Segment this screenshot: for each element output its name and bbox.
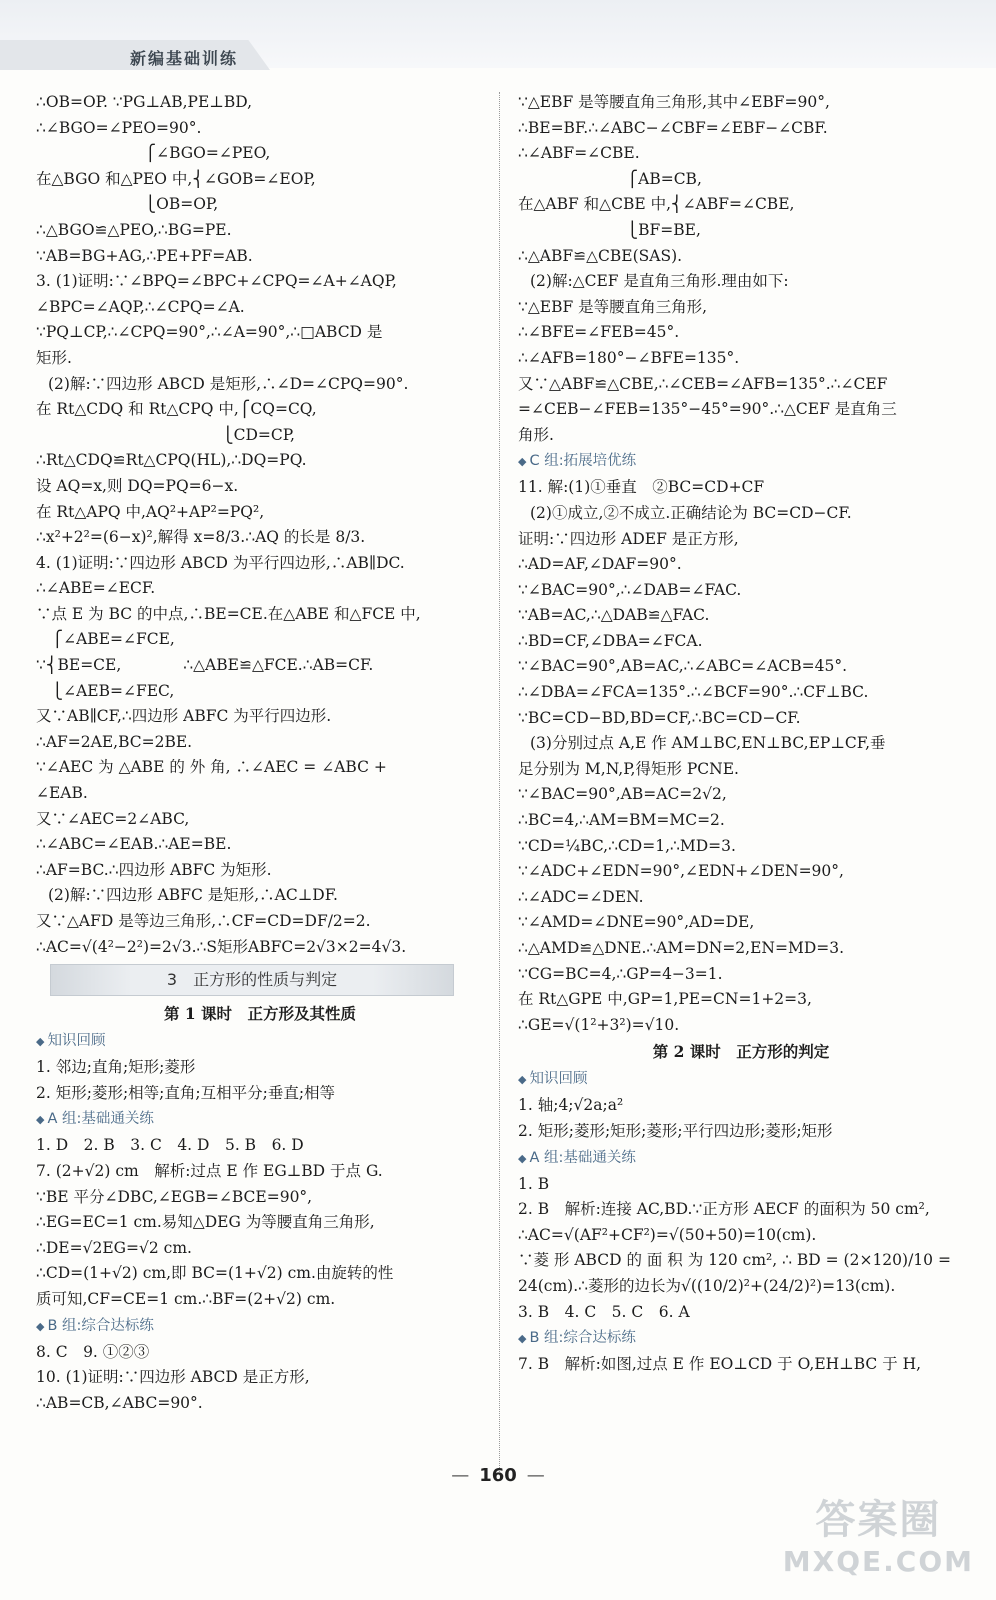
answer-line: 又∵∠AEC=2∠ABC, bbox=[36, 809, 190, 828]
answer-line: ∵BE 平分∠DBC,∠EGB=∠BCE=90°, bbox=[36, 1187, 313, 1206]
answer-line: ∴AC=√(AF²+CF²)=√(50+50)=10(cm). bbox=[518, 1225, 817, 1244]
answer-line: 2. B 解析:连接 AC,BD.∵正方形 AECF 的面积为 50 cm², bbox=[518, 1200, 930, 1219]
answer-line: ∴Rt△CDQ≌Rt△CPQ(HL),∴DQ=PQ. bbox=[36, 451, 307, 470]
book-series-title: 新编基础训练 bbox=[130, 49, 239, 68]
dash-left: — bbox=[451, 1465, 470, 1486]
left-answers-block-3 bbox=[36, 1133, 484, 1312]
answer-line: ∵∠ADC+∠EDN=90°,∠EDN+∠DEN=90°, bbox=[518, 862, 844, 881]
answer-line: 在△ABF 和△CBE 中,⎨∠ABF=∠CBE, bbox=[518, 195, 795, 214]
group-label-review: ◆ 知识回顾 bbox=[518, 1071, 588, 1088]
answer-line: ∵⎨BE=CE, ∴△ABE≌△FCE.∴AB=CF. bbox=[36, 656, 374, 675]
answer-line: ∴EG=EC=1 cm.易知△DEG 为等腰直角三角形, bbox=[36, 1213, 375, 1232]
answer-line: ∴GE=√(1²+3²)=√10. bbox=[518, 1015, 680, 1034]
lesson-title: 第 1 课时 正方形及其性质 bbox=[163, 1004, 357, 1024]
right-answers-block-1 bbox=[518, 90, 964, 448]
answer-line: ∴AF=2AE,BC=2BE. bbox=[36, 732, 193, 751]
answer-line: 3. (1)证明:∵∠BPQ=∠BPC+∠CPQ=∠A+∠AQP, bbox=[36, 272, 397, 291]
answer-line: 在 Rt△APQ 中,AQ²+AP²=PQ², bbox=[36, 502, 265, 521]
answer-line: 在 Rt△GPE 中,GP=1,PE=CN=1+2=3, bbox=[518, 990, 812, 1009]
answer-line: ∵菱 形 ABCD 的 面 积 为 120 cm², ∴ BD = (2×120)/10 = bbox=[518, 1251, 951, 1270]
answer-line: ∴BE=BF.∴∠ABC−∠CBF=∠EBF−∠CBF. bbox=[518, 118, 828, 137]
answer-line: ∴△ABF≌△CBE(SAS). bbox=[518, 246, 683, 265]
answer-line: (2)解:∵四边形 ABCD 是矩形,∴∠D=∠CPQ=90°. bbox=[48, 374, 409, 393]
answer-line: ∵AB=BG+AG,∴PE+PF=AB. bbox=[36, 246, 253, 265]
answer-line: ∵∠BAC=90°,AB=AC,∴∠ABC=∠ACB=45°. bbox=[518, 657, 848, 676]
answer-line: (3)分别过点 A,E 作 AM⊥BC,EN⊥BC,EP⊥CF,垂 bbox=[530, 734, 886, 753]
answer-line: 1. 轴;4;√2a;a² bbox=[518, 1096, 624, 1115]
answer-line: ∵CG=BC=4,∴GP=4−3=1. bbox=[518, 964, 723, 983]
answer-line: 24(cm).∴菱形的边长为√((10/2)²+(24/2)²)=13(cm). bbox=[518, 1276, 896, 1295]
right-answers-block-2 bbox=[518, 475, 964, 1038]
watermark-logo bbox=[783, 1488, 974, 1578]
answer-line: 2. 矩形;菱形;相等;直角;互相平分;垂直;相等 bbox=[36, 1083, 336, 1102]
diamond-icon: ◆ bbox=[518, 1073, 527, 1087]
answer-line: ∵∠AEC 为 △ABE 的 外 角, ∴∠AEC = ∠ABC + bbox=[36, 758, 387, 777]
answer-line: ∴∠BGO=∠PEO=90°. bbox=[36, 118, 202, 137]
group-label-b: ◆ B 组:综合达标练 bbox=[518, 1330, 636, 1347]
page-number-value: 160 bbox=[479, 1465, 517, 1486]
diamond-icon: ◆ bbox=[36, 1319, 45, 1333]
answer-line: ⎧∠BGO=∠PEO, bbox=[36, 144, 271, 163]
answer-line: ∴BC=4,∴AM=BM=MC=2. bbox=[518, 811, 725, 830]
answer-line: ∵∠AMD=∠DNE=90°,AD=DE, bbox=[518, 913, 755, 932]
answer-line: 又∵△ABF≌△CBE,∴∠CEB=∠AFB=135°.∴∠CEF bbox=[518, 374, 888, 393]
answer-line: ∵PQ⊥CP,∴∠CPQ=90°,∴∠A=90°,∴□ABCD 是 bbox=[36, 323, 383, 342]
answer-line: ∴BD=CF,∠DBA=∠FCA. bbox=[518, 631, 703, 650]
answer-line: 7. B 解析:如图,过点 E 作 EO⊥CD 于 O,EH⊥BC 于 H, bbox=[518, 1355, 922, 1374]
answer-line: ⎧AB=CB, bbox=[518, 169, 702, 188]
answer-line: ∵△EBF 是等腰直角三角形,其中∠EBF=90°, bbox=[518, 93, 830, 111]
answer-line: ∠EAB. bbox=[36, 784, 88, 803]
answer-line: 1. D 2. B 3. C 4. D 5. B 6. D bbox=[36, 1136, 304, 1155]
answer-line: ∴AF=BC.∴四边形 ABFC 为矩形. bbox=[36, 860, 272, 879]
answer-line: ⎩∠AEB=∠FEC, bbox=[36, 681, 175, 700]
answer-line: (2)①成立,②不成立.正确结论为 BC=CD−CF. bbox=[530, 503, 852, 522]
answer-line: ∴AD=AF,∠DAF=90°. bbox=[518, 555, 682, 574]
group-label-review: ◆ 知识回顾 bbox=[36, 1033, 106, 1050]
answer-line: ∴AC=√(4²−2²)=2√3.∴S矩形ABFC=2√3×2=4√3. bbox=[36, 937, 407, 956]
answer-line: ∵∠BAC=90°,∴∠DAB=∠FAC. bbox=[518, 580, 742, 599]
diamond-icon: ◆ bbox=[518, 1151, 527, 1165]
group-label-b: ◆ B 组:综合达标练 bbox=[36, 1317, 154, 1334]
answer-line: ⎩OB=OP, bbox=[36, 195, 219, 214]
answer-line: ∴∠AFB=180°−∠BFE=135°. bbox=[518, 348, 740, 367]
left-column bbox=[36, 90, 484, 1416]
section-banner: 3 正方形的性质与判定 bbox=[50, 964, 454, 996]
answer-line: ∴∠ABC=∠EAB.∴AE=BE. bbox=[36, 835, 232, 854]
answer-line: 矩形. bbox=[36, 348, 72, 367]
answer-line: 2. 矩形;菱形;矩形;菱形;平行四边形;菱形;矩形 bbox=[518, 1121, 833, 1140]
answer-line: ∵点 E 为 BC 的中点,∴BE=CE.在△ABE 和△FCE 中, bbox=[36, 604, 421, 623]
answer-line: ⎩CD=CP, bbox=[36, 425, 295, 444]
right-answers-block-4 bbox=[518, 1172, 964, 1326]
diamond-icon: ◆ bbox=[36, 1035, 45, 1049]
answer-line: ∵CD=¼BC,∴CD=1,∴MD=3. bbox=[518, 836, 736, 855]
answer-line: ∴AB=CB,∠ABC=90°. bbox=[36, 1393, 203, 1412]
answer-line: 设 AQ=x,则 DQ=PQ=6−x. bbox=[36, 476, 239, 495]
answer-line: ∴OB=OP. ∵PG⊥AB,PE⊥BD, bbox=[36, 93, 253, 111]
column-divider bbox=[499, 92, 500, 1472]
answer-line: ∴△AMD≌△DNE.∴AM=DN=2,EN=MD=3. bbox=[518, 939, 845, 957]
group-label-a: ◆ A 组:基础通关练 bbox=[518, 1149, 636, 1166]
answer-line: ∠BPC=∠AQP,∴∠CPQ=∠A. bbox=[36, 297, 245, 316]
answer-line: 8. C 9. ①②③ bbox=[36, 1342, 150, 1361]
answer-line: 角形. bbox=[518, 425, 554, 444]
answer-line: 11. 解:(1)①垂直 ②BC=CD+CF bbox=[518, 478, 765, 497]
answer-line: =∠CEB−∠FEB=135°−45°=90°.∴△CEF 是直角三 bbox=[518, 400, 897, 419]
answer-line: ∵AB=AC,∴△DAB≌△FAC. bbox=[518, 606, 710, 625]
group-label-a: ◆ A 组:基础通关练 bbox=[36, 1111, 154, 1128]
answer-line: ∵∠BAC=90°,AB=AC=2√2, bbox=[518, 785, 727, 804]
answer-line: ∴CD=(1+√2) cm,即 BC=(1+√2) cm.由旋转的性 bbox=[36, 1264, 394, 1283]
diamond-icon: ◆ bbox=[518, 455, 527, 469]
answer-line: 1. 邻边;直角;矩形;菱形 bbox=[36, 1058, 196, 1077]
answer-line: 3. B 4. C 5. C 6. A bbox=[518, 1302, 690, 1321]
answer-line: (2)解:∵四边形 ABFC 是矩形,∴AC⊥DF. bbox=[48, 886, 338, 905]
answer-line: 质可知,CF=CE=1 cm.∴BF=(2+√2) cm. bbox=[36, 1289, 336, 1308]
answer-line: ∴DE=√2EG=√2 cm. bbox=[36, 1238, 192, 1257]
answer-line: ∵BC=CD−BD,BD=CF,∴BC=CD−CF. bbox=[518, 708, 801, 727]
answer-line: ∴∠ABE=∠ECF. bbox=[36, 579, 156, 598]
answer-line: ∵△EBF 是等腰直角三角形, bbox=[518, 297, 708, 316]
answer-line: 证明:∵四边形 ADEF 是正方形, bbox=[518, 529, 739, 548]
diamond-icon: ◆ bbox=[36, 1113, 45, 1127]
answer-line: 又∵AB∥CF,∴四边形 ABFC 为平行四边形. bbox=[36, 707, 332, 726]
answer-line: ∴x²+2²=(6−x)²,解得 x=8/3.∴AQ 的长是 8/3. bbox=[36, 528, 366, 547]
right-column bbox=[518, 90, 964, 1378]
left-answers-block-4 bbox=[36, 1340, 484, 1417]
left-answers-block-1 bbox=[36, 90, 484, 960]
answer-line: 1. B bbox=[518, 1174, 550, 1193]
lesson-title: 第 2 课时 正方形的判定 bbox=[652, 1042, 830, 1062]
answer-line: ⎧∠ABE=∠FCE, bbox=[36, 630, 175, 649]
answer-line: (2)解:△CEF 是直角三角形.理由如下: bbox=[530, 272, 789, 291]
answer-line: 7. (2+√2) cm 解析:过点 E 作 EG⊥BD 于点 G. bbox=[36, 1161, 383, 1180]
answer-line: 在 Rt△CDQ 和 Rt△CPQ 中,⎧CQ=CQ, bbox=[36, 400, 317, 419]
answer-line: ∴∠ADC=∠DEN. bbox=[518, 887, 644, 906]
answer-line: ∴△BGO≌△PEO,∴BG=PE. bbox=[36, 220, 232, 239]
dash-right: — bbox=[526, 1465, 545, 1486]
watermark-bottom-text: MXQE.COM bbox=[782, 1545, 974, 1578]
answer-line: ∴∠DBA=∠FCA=135°.∴∠BCF=90°.∴CF⊥BC. bbox=[518, 683, 869, 702]
answer-line: ⎩BF=BE, bbox=[518, 220, 701, 239]
answer-line: 10. (1)证明:∵四边形 ABCD 是正方形, bbox=[36, 1368, 310, 1387]
answer-line: 又∵△AFD 是等边三角形,∴CF=CD=DF/2=2. bbox=[36, 912, 371, 930]
right-answers-block-5 bbox=[518, 1352, 964, 1378]
answer-line: ∴∠ABF=∠CBE. bbox=[518, 144, 640, 163]
answer-line: ∴∠BFE=∠FEB=45°. bbox=[518, 323, 680, 342]
answer-line: 在△BGO 和△PEO 中,⎨∠GOB=∠EOP, bbox=[36, 169, 316, 188]
group-label-c: ◆ C 组:拓展培优练 bbox=[518, 453, 637, 470]
page-number bbox=[0, 1465, 996, 1486]
diamond-icon: ◆ bbox=[518, 1332, 527, 1346]
answer-line: 足分别为 M,N,P,得矩形 PCNE. bbox=[518, 759, 739, 778]
answer-line: 4. (1)证明:∵四边形 ABCD 为平行四边形,∴AB∥DC. bbox=[36, 553, 405, 572]
right-answers-block-3 bbox=[518, 1093, 964, 1144]
left-answers-block-2 bbox=[36, 1055, 484, 1106]
watermark-top-text: 答案圈 bbox=[815, 1497, 942, 1543]
